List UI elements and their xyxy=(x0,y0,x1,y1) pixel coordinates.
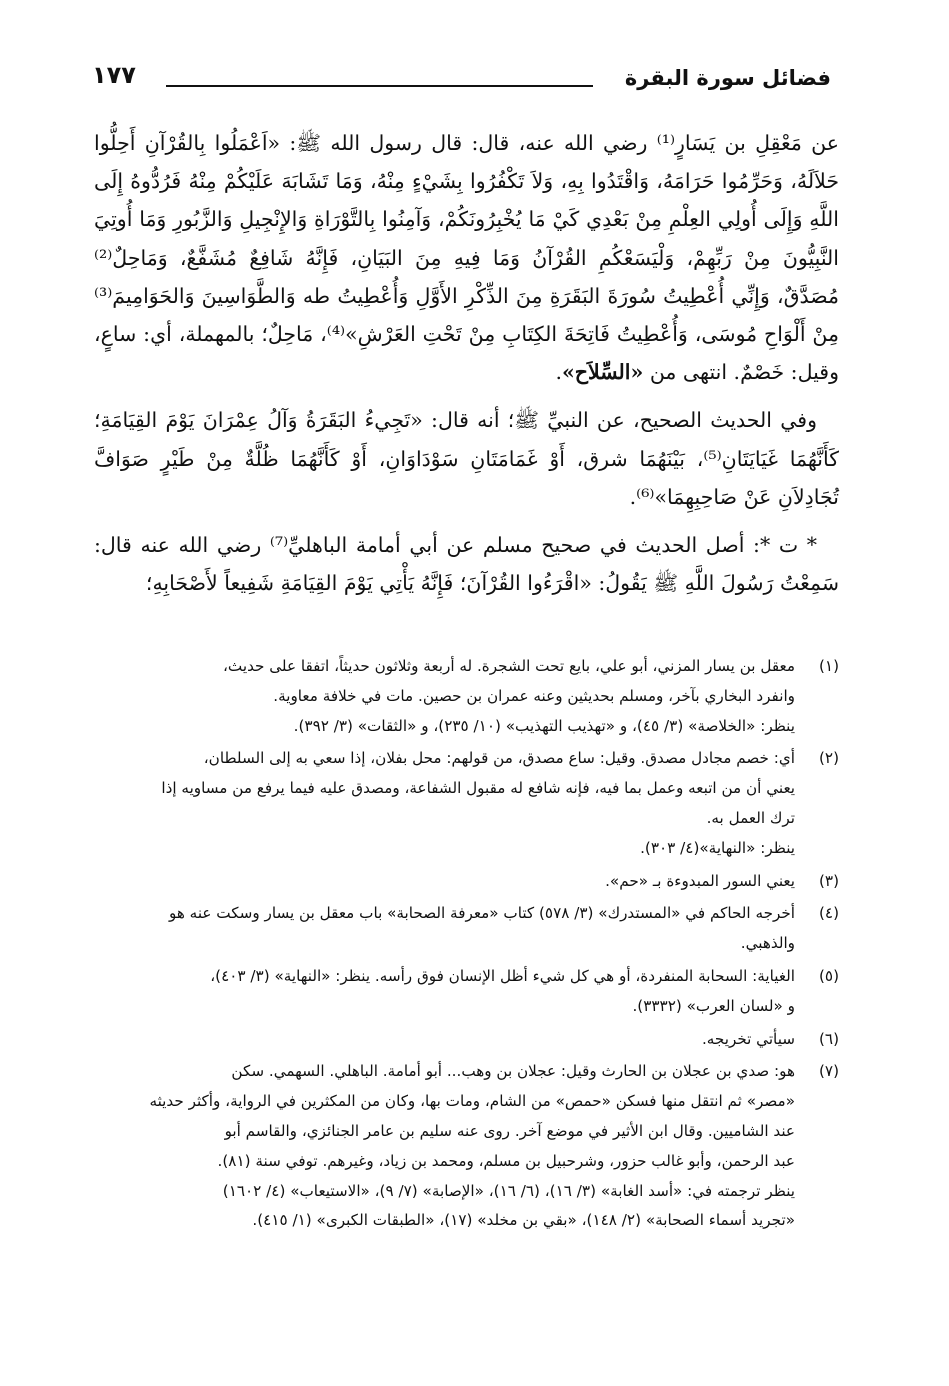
footnote xyxy=(94,744,839,863)
footnote-line: ترك العمل به. xyxy=(706,808,795,827)
footnote-line: هو: صدي بن عجلان بن الحارث وقيل: عجلان بن وهب... أبو أمامة. الباهلي. السهمي. سكن xyxy=(231,1062,795,1081)
footnote-text xyxy=(94,744,795,863)
footnote-text xyxy=(94,867,795,897)
footnote-line: ينظر: «النهاية»(٤/ ٣٠٣). xyxy=(640,838,795,857)
footnote-line: عند الشاميين. وقال ابن الأثير في موضع آخر. روى عنه سليم بن عامر الجنائزي، والقاسم أبو xyxy=(224,1121,795,1140)
paragraph-hadith-maqil: عن مَعْقِلِ بن يَسَارٍ⁽¹⁾ رضي الله عنه، قال: قال رسول الله ﷺ: «اَعْمَلُوا بِالقُرْآنِ أَحِلُّوا حَلاَلَهُ، وَحَرِّمُوا حَرَامَهُ، وَاقْتَدُوا بِهِ، وَلاَ تَكْفُرُوا بِشَيْءٍ مِنْهُ، وَمَا تَشَابَهَ عَلَيْكُمْ مِنْهُ فَرُدُّوهُ إِلَى اللَّهِ وَإِلَى أُولِي العِلْمِ مِنْ بَعْدِي كَيْ مَا يُخْبِرُونَكُمْ، وَآمِنُوا بِالتَّوْرَاةِ وَالإِنْجِيلِ وَالزَّبُورِ وَمَا أُوتِيَ النَّبِيُّونَ مِنْ رَبِّهِمْ، وَلْيَسَعْكُمِ القُرْآنُ وَمَا فِيهِ مِنَ البَيَانِ، فَإِنَّهُ شَافِعٌ مُشَفَّعٌ، وَمَاحِلٌ⁽²⁾ مُصَدَّقٌ، وَإِنِّي أُعْطِيتُ سُورَةَ البَقَرَةِ مِنَ الذِّكْرِ الأَوَّلِ وَأُعْطِيتُ طه وَالطَّوَاسِينَ وَالحَوَامِيمَ⁽³⁾ مِنْ أَلْوَاحِ مُوسَى، وَأُعْطِيتُ فَاتِحَةَ الكِتَابِ مِنْ تَحْتِ العَرْشِ»⁽⁴⁾، مَاحِلٌ؛ بالمهملة، أي: ساعٍ، وقيل: خَصْمٌ. انتهى من «السِّلاَح». xyxy=(94,131,839,385)
source-reference: «السِّلاَح» xyxy=(561,360,644,385)
footnote-line: و «لسان العرب» (٣٣٣٢). xyxy=(632,996,795,1015)
footnote-number: (٦) xyxy=(818,1029,839,1048)
footnote-line: يعني أن من اتبعه وعمل بما فيه، فإنه شافع له مقبول الشفاعة، ومصدق عليه فيما يرفع من مساويه إذا xyxy=(161,779,795,798)
footnote-line: أي: خصم مجادل مصدق. وقيل: ساع مصدق، من قولهم: محل بفلان، إذا سعي به إلى السلطان، xyxy=(203,749,795,768)
footnote xyxy=(94,652,839,741)
footnote-line: ينظر ترجمته في: «أسد الغابة» (٣/ ١٦)، (٦/ ١٦)، «الإصابة» (٧/ ٩)، «الاستيعاب» (٤/ ١٦٠٢) xyxy=(222,1181,795,1200)
page-number: ١٧٧ xyxy=(92,61,136,89)
footnote xyxy=(94,962,839,1022)
paragraph-body: عن مَعْقِلِ بن يَسَارٍ⁽¹⁾ رضي الله عنه، قال: قال رسول الله ﷺ: «اَعْمَلُوا بِالقُرْآنِ أَحِلُّوا حَلاَلَهُ، وَحَرِّمُوا حَرَامَهُ، وَاقْتَدُوا بِهِ، وَلاَ تَكْفُرُوا بِشَيْءٍ مِنْهُ، وَمَا تَشَابَهَ عَلَيْكُمْ مِنْهُ فَرُدُّوهُ إِلَى اللَّهِ وَإِلَى أُولِي العِلْمِ مِنْ بَعْدِي كَيْ مَا يُخْبِرُونَكُمْ، وَآمِنُوا بِالتَّوْرَاةِ وَالإِنْجِيلِ وَالزَّبُورِ وَمَا أُوتِيَ النَّبِيُّونَ مِنْ رَبِّهِمْ، وَلْيَسَعْكُمِ القُرْآنُ وَمَا فِيهِ مِنَ البَيَانِ، فَإِنَّهُ شَافِعٌ مُشَفَّعٌ، وَمَاحِلٌ⁽²⁾ مُصَدَّقٌ، وَإِنِّي أُعْطِيتُ سُورَةَ البَقَرَةِ مِنَ الذِّكْرِ الأَوَّلِ وَأُعْطِيتُ طه وَالطَّوَاسِينَ وَالحَوَامِيمَ⁽³⁾ مِنْ أَلْوَاحِ مُوسَى، وَأُعْطِيتُ فَاتِحَةَ الكِتَابِ مِنْ تَحْتِ العَرْشِ»⁽⁴⁾، مَاحِلٌ؛ بالمهملة، أي: ساعٍ، وقيل: خَصْمٌ. انتهى من xyxy=(94,131,839,385)
footnote-number: (١) xyxy=(818,657,839,675)
footnote-line: عبد الرحمن، وأبو غالب حزور، وشرحبيل بن مسلم، ومحمد بن زياد، وغيرهم. توفي سنة (٨١). xyxy=(217,1151,795,1170)
footnote-text xyxy=(94,1057,795,1236)
footnote xyxy=(94,1025,839,1055)
footnote-number: (٥) xyxy=(818,966,839,985)
chapter-title: فضائل سورة البقرة xyxy=(624,66,831,90)
footnote-line: الغياية: السحابة المنفردة، أو هي كل شيء أظل الإنسان فوق رأسه. ينظر: «النهاية» (٣/ ٤٠٣)، xyxy=(210,966,795,985)
footnote-line: والذهبي. xyxy=(740,934,795,953)
main-text xyxy=(94,124,839,612)
footnote-text xyxy=(94,962,795,1022)
footnote xyxy=(94,899,839,959)
footnote-number: (٤) xyxy=(818,904,839,923)
footnote xyxy=(94,1057,839,1236)
footnote-number: (٧) xyxy=(818,1062,839,1081)
footnote-line: ينظر: «الخلاصة» (٣/ ٤٥)، و «تهذيب التهذيب» (١٠/ ٢٣٥)، و «الثقات» (٣/ ٣٩٢). xyxy=(293,716,795,735)
footnote-number: (٢) xyxy=(818,749,839,768)
paragraph-sahih-hadith: وفي الحديث الصحيح، عن النبيِّ ﷺ؛ أنه قال: «تَجِيءُ البَقَرَةُ وَآلُ عِمْرَانَ يَوْمَ القِيَامَةِ؛ كَأَنَّهُمَا غَيَايَتَانِ⁽⁵⁾، بَيْنَهُمَا شرق، أَوْ غَمَامَتَانِ سَوْدَاوَانِ، أَوْ كَأَنَّهُمَا ظُلَّةٌ مِنْ طَيْرٍ صَوَافَّ تُجَادِلاَنِ عَنْ صَاحِبِهِمَا»⁽⁶⁾. xyxy=(94,408,839,509)
footnote-line: أخرجه الحاكم في «المستدرك» (٣/ ٥٧٨) كتاب «معرفة الصحابة» باب معقل بن يسار وسكت عنه هو xyxy=(169,904,795,923)
footnote-line: معقل بن يسار المزني، أبو علي، بايع تحت الشجرة. له أربعة وثلاثون حديثاً، اتفقا على حديث، xyxy=(223,657,795,675)
running-header xyxy=(92,58,831,102)
footnote-line: يعني السور المبدوءة بـ «حم». xyxy=(605,871,795,890)
footnote-line: سيأتي تخريجه. xyxy=(701,1029,795,1048)
header-divider xyxy=(166,85,593,87)
footnote-line: وانفرد البخاري بآخر، ومسلم بحديثين وعنه عمران بن حصين. مات في خلافة معاوية. xyxy=(273,686,795,705)
footnote-text xyxy=(94,899,795,959)
footnote-text xyxy=(94,1025,795,1055)
footnote xyxy=(94,867,839,897)
footnote-text xyxy=(94,652,795,741)
footnote-number: (٣) xyxy=(818,871,839,890)
footnote-line: «مصر» ثم انتقل منها فسكن «حمص» من الشام، ومات بها، وكان من المكثرين في الرواية، وأكثر حديثه xyxy=(149,1092,795,1111)
footnote-line: «تجريد أسماء الصحابة» (٢/ ١٤٨)، «بقي بن مخلد» (١٧)، «الطبقات الكبرى» (١/ ٤١٥). xyxy=(252,1211,795,1230)
footnotes xyxy=(94,652,839,1239)
paragraph-note: * ت *: أصل الحديث في صحيح مسلم عن أبي أمامة الباهليِّ⁽⁷⁾ رضي الله عنه قال: سَمِعْتُ رَسُولَ اللَّهِ ﷺ يَقُولُ: «اقْرَءُوا القُرْآنَ؛ فَإِنَّهُ يَأْتِي يَوْمَ القِيَامَةِ شَفِيعاً لأَصْحَابِهِ؛ xyxy=(94,533,839,596)
